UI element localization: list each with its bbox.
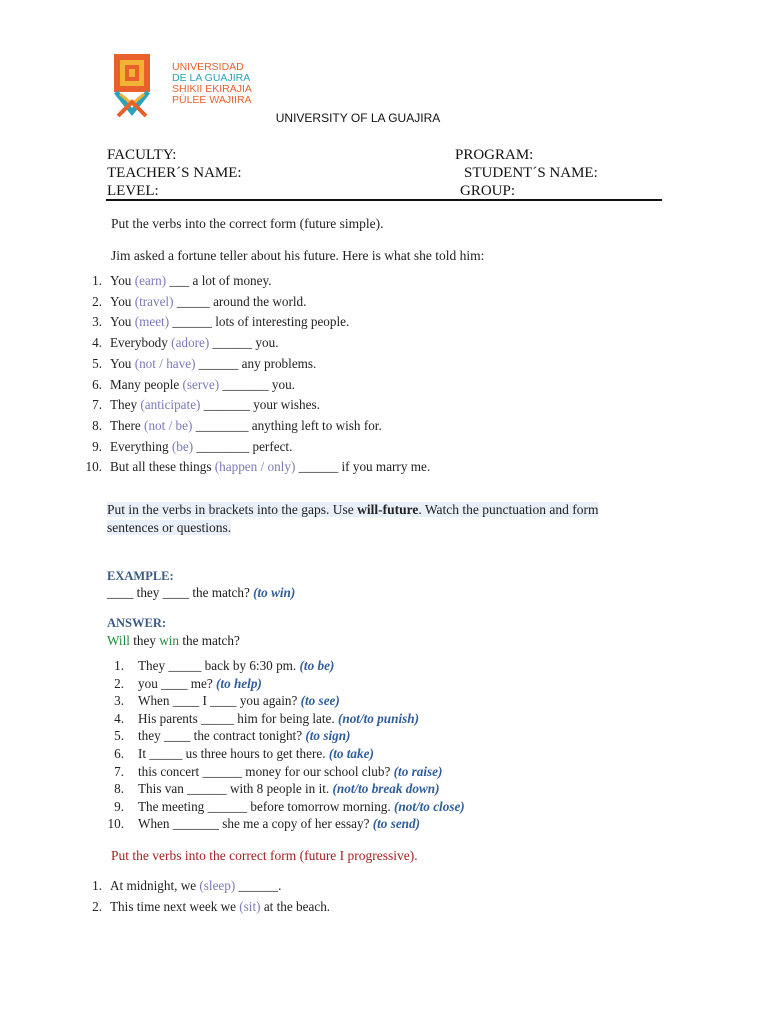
logo-line-4: PÜLEE WAJIIRA xyxy=(172,94,252,106)
list-item: 5. they ____ the contract tonight? (to sign) xyxy=(114,728,351,744)
list-item: 1. At midnight, we (sleep) ______. xyxy=(92,878,282,893)
list-item: 8. There (not / be) ________ anything left to wish for. xyxy=(92,417,382,433)
faculty-label: FACULTY: xyxy=(107,147,177,163)
list-item: 1. They _____ back by 6:30 pm. (to be) xyxy=(114,658,335,673)
level-label: LEVEL: xyxy=(107,183,159,199)
example-sentence: ____ they ____ the match? (to win) xyxy=(107,585,296,600)
list-item: 3. You (meet) ______ lots of interesting people. xyxy=(92,314,350,330)
university-crest-logo xyxy=(112,52,152,118)
list-item: 3. When ____ I ____ you again? (to see) xyxy=(114,693,340,709)
list-item: 9. The meeting ______ before tomorrow morning. (not/to close) xyxy=(114,798,465,814)
answer-sentence: Will they win the match? xyxy=(107,633,240,648)
list-item: 4. Everybody (adore) ______ you. xyxy=(92,335,279,351)
exercise3-list xyxy=(78,876,330,917)
list-item: 5. You (not / have) ______ any problems. xyxy=(92,355,317,371)
teacher-name-label: TEACHER´S NAME: xyxy=(107,165,242,181)
logo-line-2: DE LA GUAJIRA xyxy=(172,72,251,84)
logo-line-3: SHIKII EKIRAJIA xyxy=(172,83,252,95)
list-item: 10. But all these things (happen / only) ______ if you marry me. xyxy=(85,459,431,475)
answer-label: ANSWER: xyxy=(107,616,167,630)
exercise1-list xyxy=(78,271,430,478)
header-right xyxy=(455,146,598,200)
list-item: 8. This van ______ with 8 people in it. (not/to break down) xyxy=(114,781,440,797)
logo-line-1: UNIVERSIDAD xyxy=(172,61,244,73)
list-item: 6. It _____ us three hours to get there. (to take) xyxy=(114,745,374,761)
exercise2-instruction: Put in the verbs in brackets into the gaps. Use will-future. Watch the punctuation and form sentences or questions. xyxy=(107,502,599,535)
exercise2-list xyxy=(102,657,465,833)
list-item: 7. They (anticipate) _______ your wishes. xyxy=(92,397,320,413)
list-item: 6. Many people (serve) _______ you. xyxy=(92,376,295,392)
list-item: 2. You (travel) _____ around the world. xyxy=(92,293,307,309)
list-item: 10. When _______ she me a copy of her essay? (to send) xyxy=(107,816,421,832)
list-item: 1. You (earn) ___ a lot of money. xyxy=(92,273,272,288)
list-item: 2. you ____ me? (to help) xyxy=(114,675,262,691)
exercise1-intro: Jim asked a fortune teller about his future. Here is what she told him: xyxy=(111,248,485,263)
list-item: 9. Everything (be) ________ perfect. xyxy=(92,438,293,454)
student-name-label: STUDENT´S NAME: xyxy=(464,165,598,181)
document-title: UNIVERSITY OF LA GUAJIRA xyxy=(275,111,441,125)
header-divider xyxy=(106,199,662,201)
group-label: GROUP: xyxy=(460,183,516,199)
exercise1-instruction: Put the verbs into the correct form (future simple). xyxy=(111,216,384,231)
exercise3-instruction: Put the verbs into the correct form (future I progressive). xyxy=(111,848,418,863)
header-left xyxy=(107,146,242,200)
university-name-logotype xyxy=(172,62,252,106)
example-label: EXAMPLE: xyxy=(107,569,174,583)
list-item: 4. His parents _____ him for being late. (not/to punish) xyxy=(114,710,419,726)
program-label: PROGRAM: xyxy=(455,147,534,163)
list-item: 7. this concert ______ money for our school club? (to raise) xyxy=(114,763,443,779)
list-item: 2. This time next week we (sit) at the beach. xyxy=(92,898,331,914)
